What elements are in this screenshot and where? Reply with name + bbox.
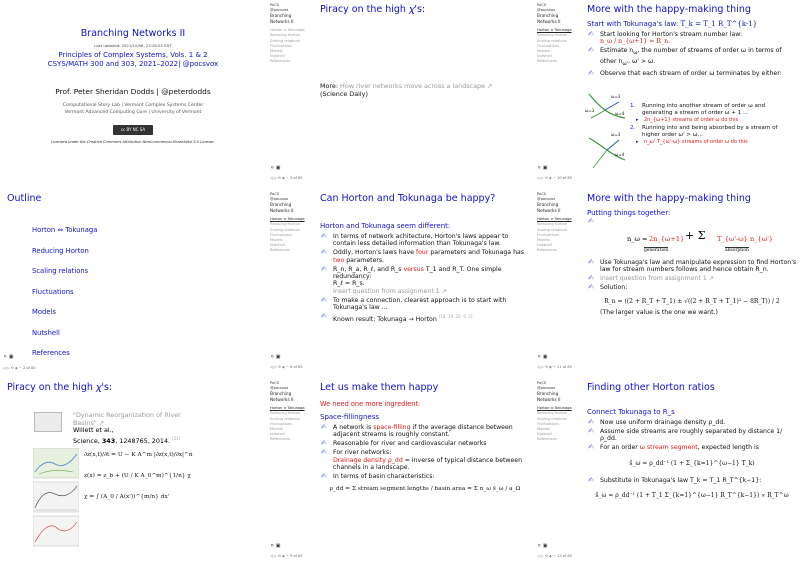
page-number: 6 of 85 bbox=[290, 364, 303, 369]
subtitle-text: Start with Tokunaga's law: bbox=[587, 20, 679, 28]
sidebar-item[interactable]: Fluctuations bbox=[537, 421, 559, 426]
highlight-drainage: Drainage density ρ_dd bbox=[333, 456, 403, 464]
bullet-text: To make a connection, clearest approach is to start with Tokunaga's law ... bbox=[333, 296, 507, 312]
logos-icon: ⚪ ▣ bbox=[537, 164, 548, 171]
course-line-1: Principles of Complex Systems, Vols. 1 & 2 bbox=[58, 51, 208, 59]
slide-happy-2 bbox=[534, 189, 800, 377]
sidebar-item[interactable]: Models bbox=[537, 49, 550, 54]
eq-plus-sum: + Σ bbox=[685, 228, 706, 242]
sidebar-item[interactable]: Reducing Horton bbox=[270, 33, 301, 38]
slide-other-ratios bbox=[534, 378, 800, 566]
solution-equation: R_n = ((2 + R_T + T_1) ± √((2 + R_T + T_1)² − 8R_T)) / 2 bbox=[604, 297, 780, 305]
bullet-text: A network is bbox=[333, 424, 372, 431]
page-number: 9 of 85 bbox=[290, 553, 303, 558]
bullet bbox=[587, 428, 797, 443]
bullet-icon: ✍ bbox=[588, 283, 594, 292]
bullet-icon: ✍ bbox=[321, 264, 327, 273]
logos-icon: ⚪ ▣ bbox=[537, 542, 548, 549]
bullet-icon: ✍ bbox=[321, 439, 327, 448]
logos-icon: ⚪ ▣ bbox=[270, 353, 281, 360]
bullet-text: Observe that each stream of order ω terminates by either: bbox=[600, 70, 782, 78]
bullet bbox=[587, 259, 797, 274]
nav-icons[interactable]: ◁ ▷ ⟲ ◈ ∽ bbox=[537, 364, 556, 369]
slide-body bbox=[320, 222, 530, 325]
diagram-label: ω=3 bbox=[585, 108, 595, 113]
sidebar-org: PoCS @pocsvox bbox=[537, 3, 556, 13]
page-number: 10 of 85 bbox=[557, 175, 572, 180]
bullet bbox=[587, 419, 797, 426]
assignment-link[interactable]: Insert question from assignment 1 bbox=[333, 287, 440, 295]
length-equation: s̄_ω ≃ ρ_dd⁻¹ (1 + Σ_{k=1}^{ω−1} T_k) bbox=[629, 459, 755, 467]
reference-rest: , 1248765, 2014. bbox=[115, 436, 171, 445]
bullet-icon: ✍ bbox=[321, 312, 327, 321]
bullet bbox=[587, 70, 797, 77]
triangle-bullet-icon: ▸ bbox=[636, 117, 639, 124]
slide-content bbox=[582, 378, 800, 566]
eq-lhs: n_ω = bbox=[627, 234, 648, 243]
page-number: 11 of 85 bbox=[557, 364, 572, 369]
sidebar-item[interactable]: Fluctuations bbox=[270, 232, 292, 237]
equations bbox=[84, 452, 262, 501]
bullet bbox=[587, 275, 797, 282]
title-heading: Branching Networks II bbox=[80, 28, 186, 39]
slide-heading: More with the happy-making thing bbox=[587, 4, 751, 15]
bullet bbox=[320, 233, 530, 248]
license-text: Licensed under the Creative Commons Attribution-NonCommercial-ShareAlike 3.0 License. bbox=[51, 140, 215, 144]
sidebar-item[interactable]: Models bbox=[270, 238, 283, 243]
outline-item[interactable]: Fluctuations bbox=[32, 287, 74, 296]
slide-subtitle: Putting things together: bbox=[587, 209, 671, 217]
bullet: ✍ Estimate $n_\omega$, the number of streams of order ω in terms of other $n_{\omega'}$, ω' > ω. bbox=[588, 46, 782, 68]
bullet-text: parameters and Tokunaga has bbox=[430, 249, 525, 257]
nav-icons[interactable]: ◁ ▷ ⟲ ◈ ∽ bbox=[3, 366, 22, 370]
sidebar-item[interactable]: Models bbox=[537, 427, 550, 432]
nav-icons[interactable]: ◁ ▷ ⟲ ◈ ∽ bbox=[537, 175, 556, 180]
bullet-text: Assume side streams are roughly separated by distance 1/ρ_dd. bbox=[600, 427, 783, 443]
item-number: 2. bbox=[630, 125, 636, 132]
paper-thumbnail bbox=[34, 412, 62, 432]
item-text: Running into another stream of order ω and generating a stream of order ω + 1 ... bbox=[642, 103, 766, 116]
bullet-text: , expected length is bbox=[697, 444, 759, 452]
bullet-text: R_n, R_a, R_ℓ, and R_s bbox=[333, 265, 402, 273]
nav-controls[interactable] bbox=[537, 176, 572, 181]
slide-heading: Piracy on the high 𝜒's: bbox=[7, 382, 113, 393]
bullet bbox=[587, 284, 797, 291]
bullet bbox=[320, 424, 530, 439]
slide-heading: Outline bbox=[7, 193, 42, 204]
sidebar-title: Branching Networks II bbox=[270, 202, 294, 213]
author: Prof. Peter Sheridan Dodds | @peterdodds bbox=[55, 87, 211, 96]
slide-subtitle: Space-fillingness bbox=[320, 413, 380, 421]
sidebar bbox=[267, 378, 315, 566]
sub-item-text: 2n_{ω+1} streams of order ω do this bbox=[644, 117, 739, 124]
bullet bbox=[320, 297, 530, 312]
sidebar-item[interactable]: Nutshell bbox=[537, 243, 552, 248]
bullet-icon: ✍ bbox=[321, 248, 327, 257]
cc-badge: cc BY NC SA bbox=[113, 125, 153, 135]
slide-body bbox=[587, 408, 797, 502]
bullet-icon: ✍ bbox=[588, 426, 594, 435]
bullet-icon: ✍ bbox=[321, 471, 327, 480]
bullet-text: Now use uniform drainage density ρ_dd. bbox=[600, 419, 726, 426]
sub-item-text: n_ω' T_{ω'-ω} streams of order ω do this bbox=[644, 139, 748, 146]
slide-body bbox=[320, 400, 530, 495]
sidebar-title: Branching Networks II bbox=[537, 202, 561, 213]
sidebar-item[interactable]: Scaling relations bbox=[537, 416, 567, 421]
bullet-icon: ✍ bbox=[588, 418, 594, 426]
nav-icons[interactable]: ◁ ▷ ⟲ ◈ ∽ bbox=[270, 553, 289, 558]
sidebar-item[interactable]: References bbox=[537, 59, 557, 64]
sidebar-item[interactable]: References bbox=[270, 437, 290, 442]
bullet-text: Known result: Tokunaga → Horton bbox=[333, 316, 437, 324]
sidebar-item[interactable]: References bbox=[270, 59, 290, 64]
bullet-text: Estimate bbox=[600, 47, 628, 55]
more-block bbox=[320, 82, 525, 98]
bullet-text: in terms of other bbox=[600, 47, 782, 65]
slide-make-happy bbox=[267, 378, 533, 566]
affiliation-2: Vermont Advanced Computing Core | University of Vermont bbox=[64, 110, 202, 115]
slide-outline bbox=[0, 189, 266, 377]
outline-item[interactable]: Models bbox=[32, 308, 56, 316]
bullet-text: Reasonable for river and cardiovascular networks bbox=[333, 440, 487, 448]
highlight-versus: versus bbox=[403, 265, 424, 273]
slide-content bbox=[582, 0, 800, 188]
bullet-icon: ✍ bbox=[321, 295, 327, 304]
page-number: 12 of 85 bbox=[557, 553, 572, 558]
bullet-text: Oddly, Horton's laws have bbox=[333, 249, 414, 257]
sidebar-item[interactable]: Fluctuations bbox=[270, 421, 292, 426]
nav-controls[interactable] bbox=[537, 554, 572, 559]
diagram-label: ω=3 bbox=[611, 132, 621, 137]
termination-list bbox=[630, 103, 796, 147]
logos-icon: ⚪ ▣ bbox=[3, 354, 14, 360]
slide-content bbox=[315, 189, 533, 377]
bullet-text: Start looking for Horton's stream number law: bbox=[600, 31, 743, 38]
slide-subtitle: Connect Tokunaga to R_s bbox=[587, 408, 675, 416]
outline-list bbox=[32, 220, 97, 364]
bullet-text: In terms of basin characteristics: bbox=[333, 472, 435, 480]
sidebar-item[interactable]: Scaling relations bbox=[270, 227, 300, 232]
more-source: (Science Daily) bbox=[320, 90, 368, 98]
bullet-text: For river networks: bbox=[333, 449, 392, 457]
nav-icons[interactable]: ◁ ▷ ⟲ ◈ ∽ bbox=[537, 553, 556, 558]
bullet-icon: ✍ bbox=[321, 448, 327, 457]
updated-date: Last updated: 2021/10/06, 23:26:55 EDT bbox=[94, 43, 172, 48]
bullet bbox=[587, 31, 797, 46]
sub-item bbox=[636, 139, 796, 145]
solution-note: (The larger value is the one we want.) bbox=[600, 308, 718, 316]
stream-diagram bbox=[585, 88, 629, 178]
sidebar-item[interactable]: Horton ⇔ Tokunaga bbox=[270, 28, 305, 33]
diagram-label: ω=4 bbox=[615, 111, 625, 116]
sidebar-item[interactable]: Models bbox=[270, 427, 283, 432]
sidebar bbox=[267, 0, 315, 188]
sidebar-item[interactable]: Horton ⇔ Tokunaga bbox=[537, 217, 572, 222]
bullet-icon: ✍ bbox=[588, 46, 594, 55]
bullet-icon: ✍ bbox=[321, 232, 327, 240]
bullet-text: T_1 and R_T. One simple redundancy: bbox=[333, 265, 502, 281]
sidebar-item[interactable]: Scaling relations bbox=[270, 38, 300, 43]
eq-absorption: T_{ω'-ω} n_{ω'} bbox=[717, 234, 774, 243]
substituted-equation: s̄_ω ≃ ρ_dd⁻¹ (1 + T_1 Σ_{k=1}^{ω−1} R_T^{k−1}) ∝ R_T^ω bbox=[595, 492, 789, 500]
sidebar-item[interactable]: Models bbox=[270, 49, 283, 54]
bullet bbox=[587, 477, 797, 484]
assignment-link[interactable]: Insert question from assignment 1 bbox=[600, 275, 707, 283]
external-link-icon[interactable]: ↗ bbox=[441, 287, 447, 295]
diagram-label: ω=3 bbox=[611, 94, 621, 99]
bullet bbox=[587, 444, 797, 451]
sidebar-item[interactable]: Horton ⇔ Tokunaga bbox=[270, 217, 305, 222]
page-number: 5 of 85 bbox=[290, 175, 303, 180]
subtitle-eq: T_k = T_1 R_T^{k-1} bbox=[680, 20, 758, 28]
slide-content bbox=[315, 0, 533, 188]
slide-subtitle: Horton and Tokunaga seem different: bbox=[320, 222, 451, 230]
slide-happy-1 bbox=[534, 0, 800, 188]
sidebar-item[interactable]: Reducing Horton bbox=[270, 411, 301, 416]
bullet-text: Use Tokunaga's law and manipulate expression to find Horton's law for stream numbers follows and hence obtain R_n. bbox=[600, 258, 797, 274]
bullet-text: if the average distance between adjacent streams is roughly constant. bbox=[333, 424, 513, 439]
sidebar-item[interactable]: Nutshell bbox=[270, 54, 285, 59]
eq-generation: 2n_{ω+1} bbox=[649, 234, 685, 243]
nav-controls[interactable] bbox=[270, 554, 303, 559]
bullet-text: , the number of streams of order bbox=[637, 47, 739, 55]
bullet-text: In terms of network achitecture, Horton's laws appear to contain less detailed information than Tokunaga's law. bbox=[333, 233, 509, 248]
eq-generation-label: generation bbox=[644, 247, 669, 253]
logos-icon: ⚪ ▣ bbox=[537, 353, 548, 360]
sidebar-title: Branching Networks II bbox=[537, 13, 561, 24]
nav-controls[interactable] bbox=[537, 365, 572, 370]
sub-item bbox=[636, 117, 796, 123]
bullet-text: = inverse of typical distance between channels in a landscape. bbox=[333, 456, 523, 472]
sidebar-item[interactable]: Fluctuations bbox=[537, 232, 559, 237]
nav-icons[interactable]: ◁ ▷ ⟲ ◈ ∽ bbox=[270, 175, 289, 180]
sidebar bbox=[267, 189, 315, 377]
slide-piracy-1 bbox=[267, 0, 533, 188]
list-item bbox=[630, 125, 796, 138]
slide-piracy-2 bbox=[0, 378, 266, 566]
slide-heading: Can Horton and Tokunaga be happy? bbox=[320, 193, 496, 204]
more-label: More: bbox=[320, 82, 338, 90]
citation[interactable]: [18, 19, 20, 9, 2] bbox=[438, 314, 473, 320]
logos-icon: ⚪ ▣ bbox=[270, 164, 281, 171]
sidebar-item[interactable]: References bbox=[537, 248, 557, 253]
sidebar bbox=[534, 378, 582, 566]
bullet-eq: R_ℓ = R_s. bbox=[333, 280, 365, 288]
sidebar-item[interactable]: Nutshell bbox=[537, 432, 552, 437]
sidebar-item[interactable]: Horton ⇔ Tokunaga bbox=[270, 406, 305, 411]
course-line-2: CSYS/MATH 300 and 303, 2021–2022| @pocsvox bbox=[47, 60, 219, 68]
sidebar-title: Branching Networks II bbox=[270, 391, 294, 402]
bullet bbox=[320, 449, 530, 471]
outline-item[interactable]: References bbox=[32, 349, 70, 357]
sidebar-item[interactable]: Reducing Horton bbox=[537, 222, 568, 227]
slide-content bbox=[0, 378, 266, 566]
bullet-icon: ✍ bbox=[588, 257, 594, 266]
bullet bbox=[320, 473, 530, 480]
item-number: 1. bbox=[630, 103, 636, 109]
sidebar-item[interactable]: Fluctuations bbox=[537, 43, 559, 48]
slide-body bbox=[587, 20, 797, 79]
sidebar-org: PoCS @pocsvox bbox=[537, 192, 556, 202]
page-number: 2 of 85 bbox=[23, 366, 36, 370]
outline-item[interactable]: Horton ⇔ Tokunaga bbox=[32, 226, 98, 234]
nav-icons[interactable]: ◁ ▷ ⟲ ◈ ∽ bbox=[270, 364, 289, 369]
equation: χ = ∫ (A_0 / A(x'))^{m/n} dx' bbox=[84, 494, 170, 500]
landscape-figure bbox=[33, 448, 79, 548]
slide-content bbox=[582, 189, 800, 377]
bullet-icon: ✍ bbox=[588, 274, 594, 283]
reference-title[interactable]: "Dynamic Reorganization of River Basins" bbox=[73, 411, 181, 427]
sidebar-item[interactable]: Reducing Horton bbox=[537, 33, 568, 38]
sidebar-item[interactable]: Nutshell bbox=[270, 243, 285, 248]
reference-volume: 343 bbox=[101, 436, 116, 445]
slide-heading: Let us make them happy bbox=[320, 382, 439, 393]
equation: ∂z(x,t)/∂t = U − K A^m |∂z(x,t)/∂x|^n bbox=[84, 452, 193, 458]
reference-authors: Willett et al., bbox=[73, 426, 114, 435]
sidebar-title: Branching Networks II bbox=[270, 13, 294, 24]
slide-heading: Piracy on the high 𝜒's: bbox=[320, 4, 426, 15]
diagram-label: ω=4 bbox=[615, 152, 625, 157]
bullet-eq: n_ω / n_{ω+1} = R_n. bbox=[600, 38, 671, 46]
equation: z(x) = z_b + (U / K A_0^m)^{1/n} χ bbox=[84, 473, 191, 479]
sidebar-item[interactable]: References bbox=[270, 248, 290, 253]
bullet-icon: ✍ bbox=[588, 30, 594, 38]
sidebar bbox=[534, 0, 582, 188]
highlight-space-filling: space-filling bbox=[373, 424, 411, 431]
bullet-icon: ✍ bbox=[588, 443, 594, 452]
slide-can-horton bbox=[267, 189, 533, 377]
highlight-four: four bbox=[415, 249, 429, 257]
sum-equation bbox=[587, 227, 797, 259]
sidebar-item[interactable]: Nutshell bbox=[537, 54, 552, 59]
sidebar-item[interactable]: Models bbox=[537, 238, 550, 243]
bullet-text: For an order bbox=[600, 444, 638, 452]
sidebar-item[interactable]: Scaling relations bbox=[537, 38, 567, 43]
sidebar-item[interactable]: References bbox=[537, 437, 557, 442]
highlight-segment: ω stream segment bbox=[639, 444, 698, 452]
sidebar-org: PoCS @pocsvox bbox=[537, 381, 556, 391]
ingredient-heading: We need one more ingredient: bbox=[320, 400, 421, 408]
bullet-icon: ✍ bbox=[588, 69, 594, 78]
outline-item[interactable]: Nutshell bbox=[32, 328, 60, 337]
bullet-icon: ✍ bbox=[588, 475, 594, 484]
density-equation: ρ_dd ≃ Σ stream segment lengths / basin area = Σ n_ω s̄_ω / a_Ω bbox=[329, 486, 521, 493]
sidebar-title: Branching Networks II bbox=[537, 391, 561, 402]
citation[interactable]: [21] bbox=[172, 435, 181, 441]
sidebar-item[interactable]: Scaling relations bbox=[537, 227, 567, 232]
bullet bbox=[320, 440, 530, 447]
external-link-icon[interactable]: ↗ bbox=[98, 418, 105, 427]
slide-content bbox=[315, 378, 533, 566]
sidebar-org: PoCS @pocsvox bbox=[270, 3, 289, 13]
nav-controls[interactable] bbox=[3, 366, 36, 370]
slide-body bbox=[587, 209, 797, 316]
bullet bbox=[320, 249, 530, 264]
reference-journal: Science, bbox=[73, 436, 100, 445]
sidebar-item[interactable]: Reducing Horton bbox=[537, 411, 568, 416]
sidebar-item[interactable]: Reducing Horton bbox=[270, 222, 301, 227]
bullet bbox=[320, 266, 530, 296]
nav-controls[interactable] bbox=[270, 176, 303, 181]
bullet bbox=[587, 218, 797, 225]
bullet-text: parameters. bbox=[346, 256, 385, 264]
sidebar-org: PoCS @pocsvox bbox=[270, 192, 289, 202]
slide-heading: Finding other Horton ratios bbox=[587, 382, 715, 393]
bullet-text: Solution: bbox=[600, 284, 628, 292]
sidebar bbox=[534, 189, 582, 377]
bullet-text: Substitute in Tokunaga's law T_k = T_1 R_T^{k−1}: bbox=[600, 476, 762, 484]
sidebar-item[interactable]: Horton ⇔ Tokunaga bbox=[537, 406, 572, 411]
bullet-icon: ✍ bbox=[321, 423, 327, 431]
sidebar-item[interactable]: Horton ⇔ Tokunaga bbox=[537, 28, 572, 33]
triangle-bullet-icon: ▸ bbox=[636, 139, 639, 146]
item-text: Running into and being absorbed by a stream of higher order ω' > ω... bbox=[642, 125, 778, 138]
nav-controls[interactable] bbox=[270, 365, 303, 370]
outline-item[interactable]: Reducing Horton bbox=[32, 246, 89, 255]
outline-item[interactable]: Scaling relations bbox=[32, 267, 89, 275]
eq-absorption-label: absorption bbox=[725, 247, 749, 253]
affiliation-1: Computational Story Lab | Vermont Complex Systems Center bbox=[62, 103, 204, 108]
sidebar-item[interactable]: Nutshell bbox=[270, 432, 285, 437]
reference bbox=[73, 412, 193, 446]
external-link-icon[interactable]: ↗ bbox=[708, 275, 714, 283]
highlight-two: two bbox=[333, 256, 345, 264]
sidebar-item[interactable]: Scaling relations bbox=[270, 416, 300, 421]
sidebar-org: PoCS @pocsvox bbox=[270, 381, 289, 391]
slide-title bbox=[0, 0, 266, 188]
slide-subtitle bbox=[587, 20, 797, 28]
more-link[interactable]: How river networks move across a landscape bbox=[340, 82, 485, 90]
bullet-icon: ✍ bbox=[588, 217, 594, 225]
sidebar-item[interactable]: Fluctuations bbox=[270, 43, 292, 48]
list-item bbox=[630, 103, 796, 116]
external-link-icon[interactable]: ↗ bbox=[487, 82, 493, 90]
logos-icon: ⚪ ▣ bbox=[270, 542, 281, 549]
slide-heading: More with the happy-making thing bbox=[587, 193, 751, 204]
bullet bbox=[320, 313, 530, 323]
